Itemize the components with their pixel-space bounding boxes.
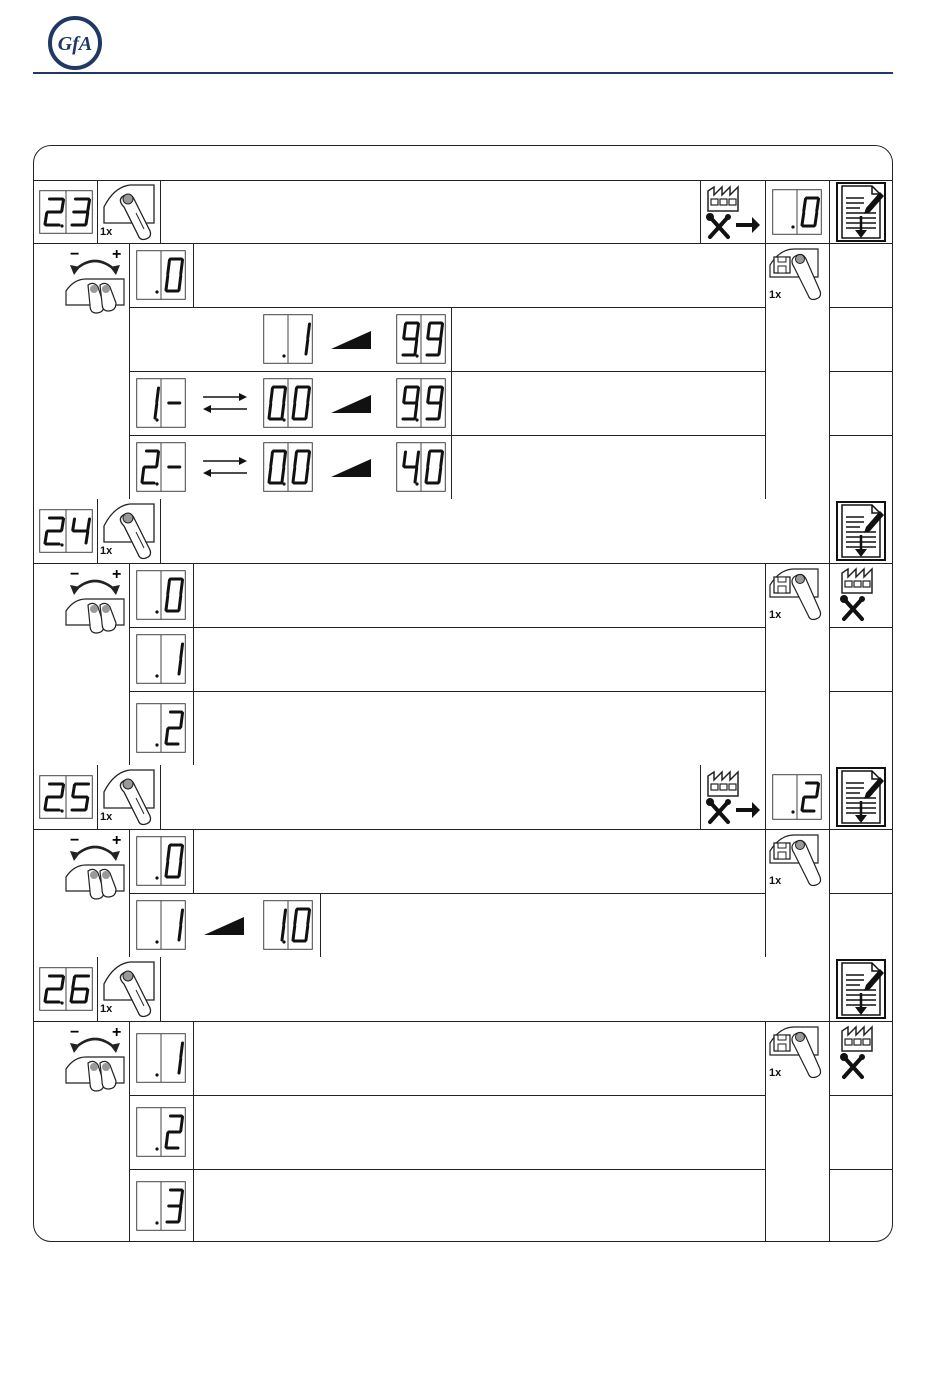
menu-number-display [39, 775, 93, 819]
table-rule [829, 1021, 830, 1242]
option-value-display [136, 250, 186, 300]
table-rule [160, 499, 161, 563]
option-value-display [136, 1181, 186, 1231]
document-write-icon [836, 182, 886, 242]
range-max-display [396, 378, 446, 428]
table-rule [160, 765, 161, 829]
table-rule [193, 829, 194, 893]
svg-text:−: − [70, 1024, 80, 1041]
table-rule [765, 243, 766, 499]
factory-reset-icon [702, 768, 762, 826]
option-value-display [136, 1033, 186, 1083]
table-rule [129, 435, 765, 436]
gfa-logo [46, 14, 104, 72]
press-count-label: 1x [100, 1003, 113, 1015]
table-rule [829, 627, 893, 628]
table-rule [193, 1095, 194, 1169]
table-rule [700, 765, 701, 829]
table-rule [829, 893, 893, 894]
table-rule [129, 1169, 765, 1170]
press-count-label: 1x [100, 226, 113, 238]
table-rule [129, 893, 765, 894]
factory-default-icon [836, 1023, 896, 1081]
table-rule [193, 1021, 194, 1095]
range-min-display [263, 378, 313, 428]
press-count-label: 1x [769, 1067, 782, 1079]
table-rule [129, 1095, 765, 1096]
table-rule [129, 627, 765, 628]
svg-text:+: + [112, 566, 122, 583]
table-rule [829, 371, 893, 372]
table-rule [129, 691, 765, 692]
table-rule [829, 957, 830, 1021]
option-value-display [136, 378, 186, 428]
ramp-icon [203, 916, 245, 936]
table-rule [829, 1169, 893, 1170]
table-rule [829, 307, 893, 308]
press-count-label: 1x [769, 875, 782, 887]
menu-number-display [39, 967, 93, 1011]
swap-arrows-icon [201, 391, 249, 415]
option-value-display [136, 570, 186, 620]
table-rule [33, 563, 893, 564]
table-rule [829, 435, 893, 436]
table-rule [829, 499, 830, 563]
logo-text: GfA [57, 33, 93, 55]
range-max-display [263, 900, 313, 950]
table-rule [193, 563, 194, 627]
default-value-display [772, 189, 822, 235]
document-write-icon [836, 501, 886, 561]
table-rule [765, 563, 766, 765]
table-rule [33, 180, 893, 181]
rotary-knob-icon [64, 831, 126, 901]
table-rule [829, 765, 830, 829]
table-rule [193, 1169, 194, 1242]
swap-arrows-icon [201, 455, 249, 479]
table-rule [765, 765, 766, 829]
table-rule [33, 829, 893, 830]
table-rule [829, 563, 830, 765]
table-rule [451, 307, 452, 371]
option-value-display [136, 1107, 186, 1157]
press-count-label: 1x [100, 545, 113, 557]
table-rule [765, 180, 766, 243]
menu-number-display [39, 190, 93, 234]
table-rule [160, 957, 161, 1021]
factory-default-icon [836, 565, 896, 623]
table-rule [129, 371, 765, 372]
table-rule [829, 691, 893, 692]
table-rule [193, 243, 194, 307]
svg-text:+: + [112, 1024, 122, 1041]
ramp-icon [330, 394, 372, 414]
table-rule [97, 499, 98, 563]
table-rule [97, 180, 98, 243]
ramp-icon [330, 330, 372, 350]
default-value-display [772, 774, 822, 820]
svg-text:−: − [70, 832, 80, 849]
rotary-knob-icon [64, 1023, 126, 1093]
range-max-display [396, 314, 446, 364]
rotary-knob-icon [64, 565, 126, 635]
menu-number-display [39, 509, 93, 553]
table-rule [193, 691, 194, 765]
press-count-label: 1x [100, 811, 113, 823]
option-value-display [136, 900, 186, 950]
option-value-display [136, 703, 186, 753]
range-max-display [396, 442, 446, 492]
rotary-knob-icon [64, 245, 126, 315]
header-rule [33, 72, 893, 74]
table-rule [829, 1095, 893, 1096]
table-rule [97, 765, 98, 829]
svg-text:+: + [112, 832, 122, 849]
table-rule [160, 180, 161, 243]
press-count-label: 1x [769, 289, 782, 301]
table-rule [700, 180, 701, 243]
ramp-icon [330, 458, 372, 478]
table-rule [129, 1021, 130, 1242]
table-rule [320, 893, 321, 957]
factory-reset-icon [702, 183, 762, 241]
document-write-icon [836, 767, 886, 827]
svg-text:−: − [70, 566, 80, 583]
table-rule [33, 243, 893, 244]
document-write-icon [836, 959, 886, 1019]
option-value-display [136, 442, 186, 492]
table-rule [97, 957, 98, 1021]
svg-text:−: − [70, 246, 80, 263]
table-rule [451, 435, 452, 499]
table-rule [451, 371, 452, 435]
option-value-display [136, 836, 186, 886]
option-value-display [136, 634, 186, 684]
table-rule [193, 627, 194, 691]
table-rule [33, 1021, 893, 1022]
table-rule [765, 829, 766, 957]
table-rule [129, 563, 130, 765]
svg-text:+: + [112, 246, 122, 263]
range-min-display [263, 442, 313, 492]
option-value-display [263, 314, 313, 364]
press-count-label: 1x [769, 609, 782, 621]
table-rule [129, 307, 765, 308]
table-rule [829, 180, 830, 243]
table-rule [765, 1021, 766, 1242]
